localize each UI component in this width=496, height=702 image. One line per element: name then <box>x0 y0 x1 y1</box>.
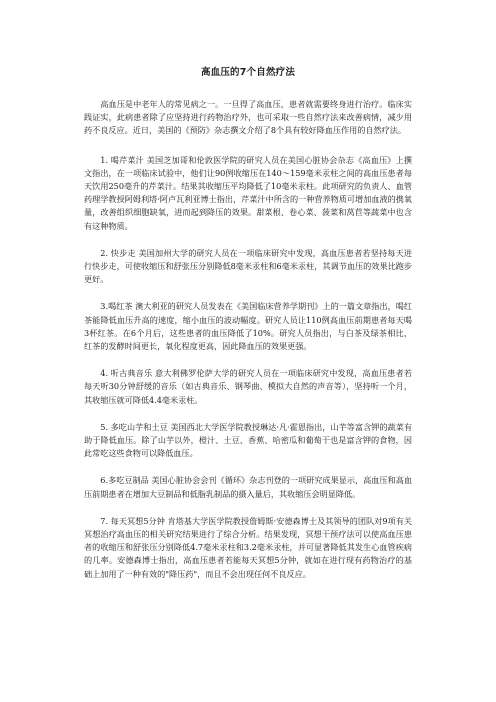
paragraph-celery-juice: 1. 喝芹菜汁 美国芝加哥和伦敦医学院的研究人员在美国心脏协会杂志《高血压》上撰文指出，在一项临床试验中，他们让90例收缩压在140～159毫米汞柱之间的高血压患者每天饮用250毫升的芹菜汁。结果其收缩压平均降低了10毫米汞柱。此项研究的负责人、血管药理学教授阿姆利塔·阿卢瓦利亚博士指出，芹菜汁中所含的一种营养物质可增加血液的携氧量，改善组织细胞缺氧，进而起到降压的效果。甜菜根、卷心菜、菠菜和莴苣等蔬菜中也含有这种物质。 <box>84 154 412 231</box>
paragraph-yam-potato: 5. 多吃山芋和土豆 美国西北大学医学院教授琳达·凡·霍恩指出，山芋等富含钾的蔬菜有助于降低血压。除了山芋以外，橙汁、土豆、香蕉、哈密瓜和葡萄干也是富含钾的食物，因此常吃这些食物可以降低血压。 <box>84 421 412 459</box>
paragraph-classical-music: 4. 听古典音乐 意大利佛罗伦萨大学的研究人员在一项临床研究中发现，高血压患者若每天听30分钟舒缓的音乐（如古典音乐、钢琴曲、模拟大自然的声音等），坚持听一个月，其收缩压就可降低4.4毫米汞柱。 <box>84 368 412 405</box>
document-title: 高血压的7个自然疗法 <box>200 67 296 78</box>
paragraph-meditation: 7. 每天冥想5分钟 肯塔基大学医学院教授詹姆斯·安德森博士及其领导的团队对9项有关冥想治疗高血压的相关研究结果进行了综合分析。结果发现，冥想干预疗法可以使高血压患者的收缩压和舒张压分别降低4.7毫米汞柱和3.2毫米汞柱，并可显著降低其发生心血管疾病的几率。安德森博士指出，高血压患者若能每天冥想5分钟，就如在进行现有药物治疗的基础上加用了一种有效的"降压药"，而且不会出现任何不良反应。 <box>84 515 412 579</box>
paragraph-black-tea: 3.喝红茶 澳大利亚的研究人员发表在《美国临床营养学期刊》上的一篇文章指出，喝红茶能降低血压升高的速度，缩小血压的波动幅度。研究人员让110例高血压前期患者每天喝3杯红茶。在6个月后，这些患者的血压降低了10%。研究人员指出，与白茶及绿茶相比，红茶的发酵时间更长，氧化程度更高，因此降血压的效果更强。 <box>84 301 412 352</box>
intro-paragraph: 高血压是中老年人的常见病之一。一旦得了高血压，患者就需要终身进行治疗。临床实践证实，此病患者除了应坚持进行药物治疗外，也可采取一些自然疗法来改善病情，减少用药不良反应。近日，美国的《预防》杂志撰文介绍了8个具有较好降血压作用的自然疗法。 <box>84 99 412 136</box>
paragraph-soy-products: 6.多吃豆制品 美国心脏协会会刊《循环》杂志刊登的一项研究成果显示，高血压和高血压前期患者在增加大豆制品和低脂乳制品的摄入量后，其收缩压会明显降低。 <box>84 475 412 499</box>
paragraph-brisk-walking: 2. 快步走 美国加州大学的研究人员在一项临床研究中发现，高血压患者若坚持每天进行快步走，可使收缩压和舒张压分别降低8毫米汞柱和6毫米汞柱，其调节血压的效果比跑步更好。 <box>84 247 412 285</box>
